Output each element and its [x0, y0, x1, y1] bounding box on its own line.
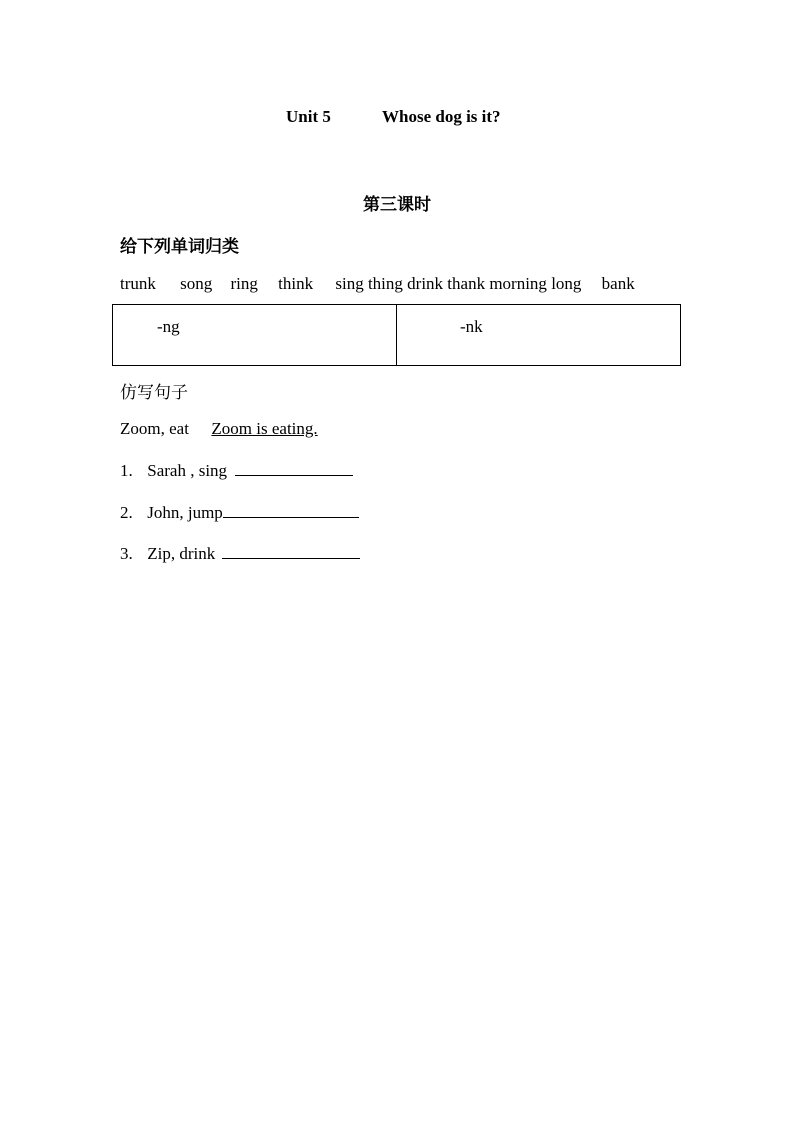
ng-header: -ng [157, 317, 180, 336]
lesson-heading: 第三课时 [363, 195, 431, 215]
item-number: 1. [120, 461, 133, 480]
word: bank [601, 274, 635, 293]
ng-column[interactable] [113, 305, 397, 366]
item-prompt: Zip, drink [147, 544, 216, 563]
word: think [278, 274, 314, 293]
example-answer: Zoom is eating. [211, 419, 318, 438]
example-prompt: Zoom, eat [120, 419, 189, 438]
section2-heading: 仿写句子 [120, 383, 188, 403]
answer-blank[interactable] [223, 503, 359, 518]
answer-blank[interactable] [222, 544, 360, 559]
word: drink [407, 274, 444, 293]
exercise-item-1 [120, 461, 353, 481]
word: thank [447, 274, 486, 293]
nk-column[interactable] [397, 305, 681, 366]
nk-header: -nk [460, 317, 483, 336]
item-number: 2. [120, 503, 133, 522]
sorting-table [112, 304, 681, 366]
word: song [180, 274, 213, 293]
answer-blank[interactable] [235, 461, 353, 476]
word: ring [230, 274, 258, 293]
item-number: 3. [120, 544, 133, 563]
item-prompt: Sarah , sing [147, 461, 228, 480]
item-prompt: John, jump [147, 503, 223, 522]
word: thing [367, 274, 403, 293]
exercise-item-2 [120, 503, 359, 523]
word-list [120, 274, 635, 294]
unit-label: Unit 5 [286, 107, 331, 126]
example-row [120, 419, 318, 439]
word: sing [335, 274, 364, 293]
section1-heading: 给下列单词归类 [120, 237, 239, 257]
exercise-item-3 [120, 544, 360, 564]
word: morning [489, 274, 547, 293]
unit-title: Whose dog is it? [382, 107, 501, 126]
word: long [551, 274, 582, 293]
word: trunk [120, 274, 156, 293]
